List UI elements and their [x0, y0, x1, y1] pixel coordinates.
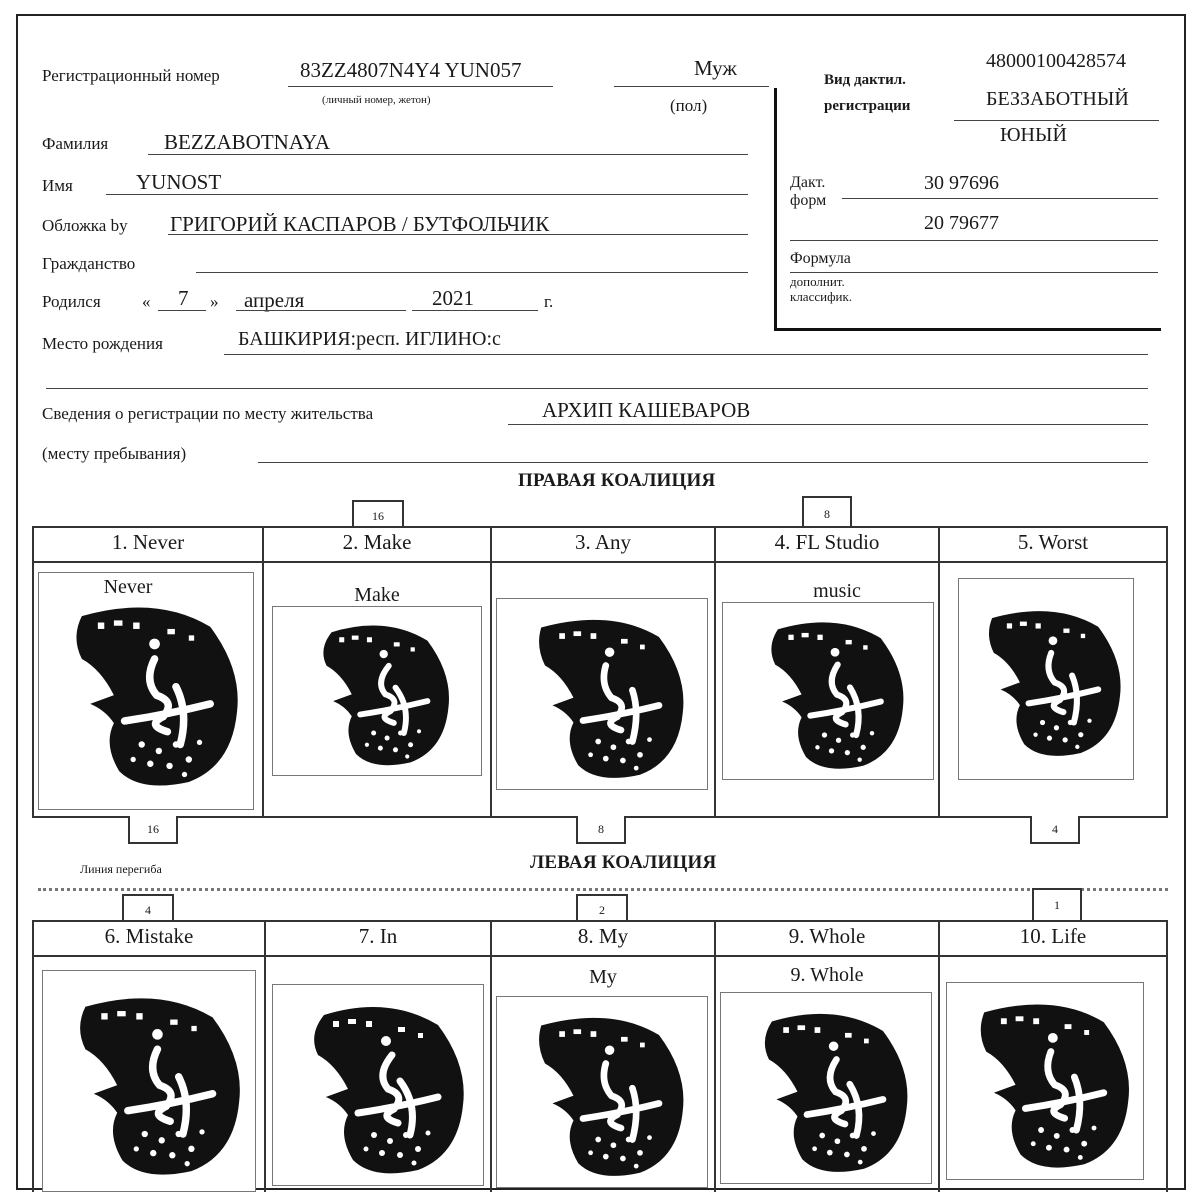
right-top-tab-2: 8	[802, 496, 852, 528]
born-month: апреля	[244, 288, 305, 312]
cover-line	[168, 234, 748, 235]
reg-number-sublabel: (личный номер, жетон)	[322, 94, 431, 106]
face-print-graphic	[721, 993, 931, 1183]
left-coalition-strip	[32, 920, 1168, 1192]
right-coalition-strip	[32, 526, 1168, 818]
left-cell-2-head: 7. In	[358, 924, 398, 948]
right-cell-4-head: 4. FL Studio	[774, 530, 880, 554]
name-value: YUNOST	[136, 170, 222, 194]
birthplace-label: Место рождения	[42, 334, 163, 353]
left-cell-1-print	[42, 970, 256, 1192]
dactyl-formula-line	[790, 272, 1158, 273]
right-cell-4	[716, 528, 940, 816]
born-label: Родился	[42, 292, 101, 311]
left-cell-3-print	[496, 996, 708, 1188]
name-label: Имя	[42, 176, 73, 195]
left-cell-4	[716, 922, 940, 1192]
left-cell-3	[492, 922, 716, 1192]
left-cell-4-print	[720, 992, 932, 1184]
right-coalition-title: ПРАВАЯ КОАЛИЦИЯ	[518, 470, 716, 491]
born-day-line	[158, 310, 206, 311]
dactyl-formula-label: Формула	[790, 250, 851, 267]
surname-value: BEZZABOTNAYA	[164, 130, 331, 154]
born-year-suffix: г.	[544, 292, 554, 311]
citizenship-line	[196, 272, 748, 273]
born-month-line	[236, 310, 406, 311]
face-print-graphic	[497, 599, 707, 789]
right-bottom-tab-1: 16	[128, 816, 178, 844]
left-top-tab-1: 4	[122, 894, 174, 922]
left-cell-3-inner: My	[589, 966, 617, 988]
face-print-graphic	[273, 607, 481, 775]
sex-sublabel: (пол)	[670, 96, 708, 115]
surname-line	[148, 154, 748, 155]
born-year: 2021	[432, 286, 474, 310]
face-print-graphic	[497, 997, 707, 1187]
right-cell-3-head: 3. Any	[574, 530, 631, 554]
right-cell-2	[264, 528, 492, 816]
cover-label: Обложка by	[42, 216, 128, 235]
right-bottom-tab-3: 4	[1030, 816, 1080, 844]
dactyl-extra-label-1: дополнит.	[790, 274, 845, 289]
right-cell-1-print	[38, 572, 254, 810]
left-top-tab-2: 2	[576, 894, 628, 922]
dactyl-extra-label-2: классифик.	[790, 289, 853, 304]
right-cell-5	[940, 528, 1166, 816]
right-cell-5-print	[958, 578, 1134, 780]
sex-value: Муж	[694, 56, 737, 80]
fingerprint-card	[16, 14, 1186, 1190]
left-coalition-title: ЛЕВАЯ КОАЛИЦИЯ	[530, 852, 717, 873]
dactyl-form-label-2: форм	[790, 192, 827, 209]
reg-number-label: Регистрационный номер	[42, 66, 220, 85]
face-print-graphic	[959, 579, 1133, 779]
left-cell-5-print	[946, 982, 1144, 1180]
blank-line	[46, 388, 1148, 389]
left-cell-1-head: 6. Mistake	[104, 924, 194, 948]
left-cell-3-head: 8. My	[577, 924, 629, 948]
dactyl-number: 48000100428574	[986, 50, 1126, 72]
fold-line	[38, 888, 1168, 891]
dactyl-type-label-2: регистрации	[824, 98, 911, 114]
left-cell-4-inner: 9. Whole	[790, 964, 864, 986]
sex-line	[614, 86, 769, 87]
face-print-graphic	[947, 983, 1143, 1179]
right-cell-2-inner: Make	[354, 584, 400, 606]
left-cell-2-print	[272, 984, 484, 1186]
face-print-graphic	[39, 573, 253, 809]
dactyl-form-line-2	[790, 240, 1158, 241]
citizenship-label: Гражданство	[42, 254, 136, 273]
stay-line	[258, 462, 1148, 463]
dactyl-form-value-2: 20 79677	[924, 212, 999, 234]
dactyl-form-label-1: Дакт.	[790, 174, 826, 191]
reg-number-line	[288, 86, 553, 87]
birthplace-value: БАШКИРИЯ:респ. ИГЛИНО:с	[238, 328, 501, 350]
right-cell-5-head: 5. Worst	[1017, 530, 1089, 554]
born-year-line	[412, 310, 538, 311]
right-cell-1-head: 1. Never	[111, 530, 185, 554]
left-cell-5-head: 10. Life	[1019, 924, 1087, 948]
dactyl-form-line-1	[842, 198, 1158, 199]
dactyl-type-label-1: Вид дактил.	[824, 72, 906, 88]
reg-number-value: 83ZZ4807N4Y4 YUN057	[300, 58, 522, 82]
right-cell-1	[34, 528, 264, 816]
face-print-graphic	[723, 603, 933, 779]
left-cell-2	[266, 922, 492, 1192]
face-print-graphic	[43, 971, 255, 1191]
right-cell-4-print	[722, 602, 934, 780]
right-bottom-tab-2: 8	[576, 816, 626, 844]
right-cell-3	[492, 528, 716, 816]
stay-label: (месту пребывания)	[42, 444, 187, 463]
left-cell-5	[940, 922, 1166, 1192]
cover-value: ГРИГОРИЙ КАСПАРОВ / БУТФОЛЬЧИК	[170, 212, 550, 236]
face-print-graphic	[273, 985, 483, 1185]
right-cell-3-print	[496, 598, 708, 790]
right-cell-4-inner: music	[813, 580, 861, 602]
born-close-quote: »	[210, 292, 219, 311]
right-cell-2-print	[272, 606, 482, 776]
right-cell-2-head: 2. Make	[342, 530, 412, 554]
residence-label: Сведения о регистрации по месту жительства	[42, 404, 374, 423]
name-line	[106, 194, 748, 195]
dactyl-type-value-2: ЮНЫЙ	[1000, 124, 1067, 146]
right-cell-1-inner: Never	[103, 576, 153, 598]
born-open-quote: «	[142, 292, 151, 311]
surname-label: Фамилия	[42, 134, 109, 153]
left-cell-4-head: 9. Whole	[788, 924, 866, 948]
born-day: 7	[178, 286, 189, 310]
dactyl-type-value-1: БЕЗЗАБОТНЫЙ	[986, 88, 1129, 110]
residence-value: АРХИП КАШЕВАРОВ	[542, 398, 751, 422]
residence-line	[508, 424, 1148, 425]
left-cell-1	[34, 922, 266, 1192]
birthplace-line	[224, 354, 1148, 355]
fold-line-label: Линия перегиба	[80, 862, 162, 876]
left-top-tab-3: 1	[1032, 888, 1082, 922]
right-top-tab-1: 16	[352, 500, 404, 528]
dactyl-form-value-1: 30 97696	[924, 172, 999, 194]
dactyl-type-line	[954, 120, 1159, 121]
